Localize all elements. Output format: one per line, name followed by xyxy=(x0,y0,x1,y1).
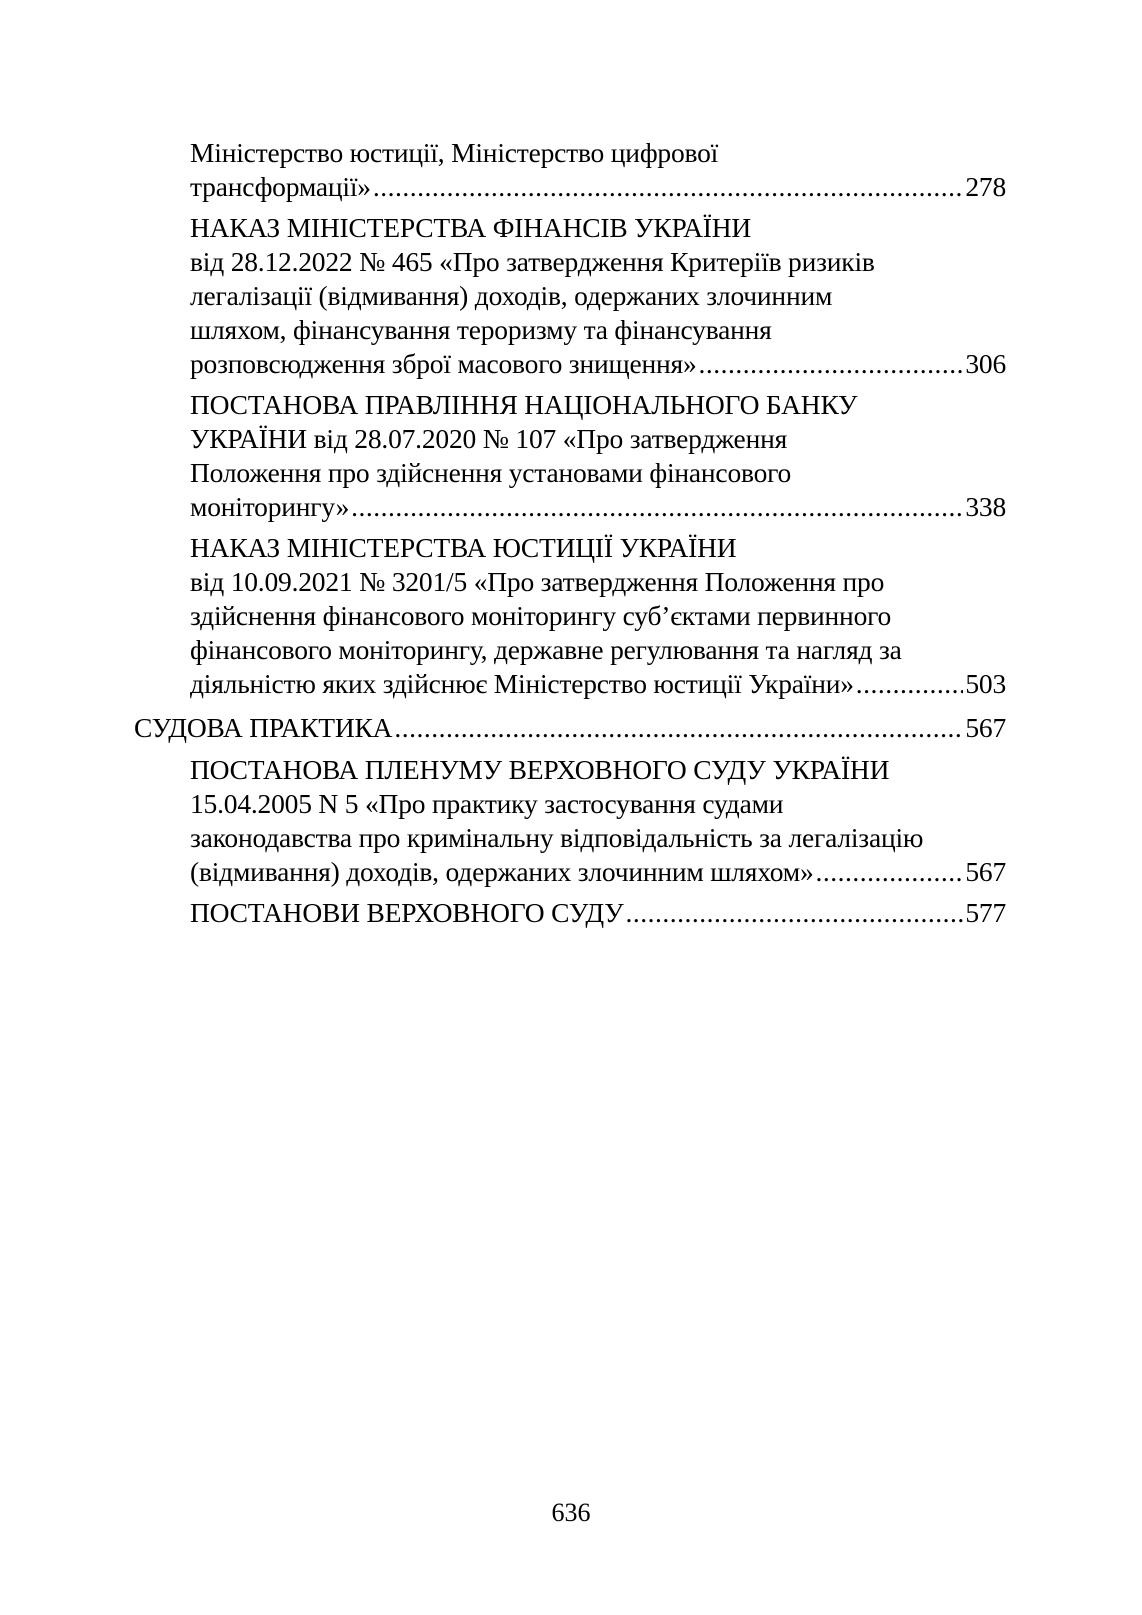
toc-entry-last-line xyxy=(190,896,1006,930)
toc-entry-line: шляхом, фінансування тероризму та фінансування xyxy=(190,314,772,345)
toc-entry[interactable] xyxy=(134,896,1006,930)
toc-entry[interactable] xyxy=(134,753,1006,889)
toc-page-number: 278 xyxy=(965,171,1006,202)
toc-entry-last-line xyxy=(190,667,1006,701)
toc-section-title: СУДОВА ПРАКТИКА xyxy=(134,712,393,743)
dot-leader xyxy=(394,711,963,745)
toc-entry-line: ПОСТАНОВА ПРАВЛІННЯ НАЦІОНАЛЬНОГО БАНКУ xyxy=(190,389,858,420)
toc-entry-line: НАКАЗ МІНІСТЕРСТВА ФІНАНСІВ УКРАЇНИ xyxy=(190,212,752,243)
toc-page-number: 567 xyxy=(965,712,1006,743)
toc-entry-line: законодавства про кримінальну відповідальність за легалізацію xyxy=(190,822,924,853)
toc-entry-line: УКРАЇНИ від 28.07.2020 № 107 «Про затвердження xyxy=(190,423,788,454)
toc-section-heading[interactable] xyxy=(134,711,1006,745)
toc-entry-line: Положення про здійснення установами фінансового xyxy=(190,457,792,488)
toc-page-number: 306 xyxy=(965,348,1006,379)
toc-page-number: 338 xyxy=(965,491,1006,522)
toc-entry-last-line xyxy=(134,711,1006,745)
table-of-contents xyxy=(134,136,1006,930)
toc-entry-last-line xyxy=(190,490,1006,524)
toc-entry-text: моніторингу» xyxy=(190,491,350,522)
toc-entry-text: трансформації» xyxy=(190,171,371,202)
dot-leader xyxy=(626,896,964,930)
toc-entry-text: розповсюдження зброї масового знищення» xyxy=(190,348,697,379)
toc-page-number: 577 xyxy=(965,897,1006,928)
dot-leader xyxy=(856,667,964,701)
toc-entry-line: Міністерство юстиції, Міністерство цифрової xyxy=(190,137,719,168)
toc-page-number: 567 xyxy=(965,856,1006,887)
toc-page-number: 503 xyxy=(965,668,1006,699)
dot-leader xyxy=(699,347,964,381)
dot-leader xyxy=(816,855,964,889)
toc-entry-line: фінансового моніторингу, державне регулювання та нагляд за xyxy=(190,634,902,665)
toc-entry-text: (відмивання) доходів, одержаних злочинним шляхом» xyxy=(190,856,814,887)
toc-entry-line: ПОСТАНОВА ПЛЕНУМУ ВЕРХОВНОГО СУДУ УКРАЇНИ xyxy=(190,754,890,785)
toc-entry-last-line xyxy=(190,855,1006,889)
toc-entry-text: діяльністю яких здійснює Міністерство юстиції України» xyxy=(190,668,854,699)
toc-entry[interactable] xyxy=(134,136,1006,204)
toc-entry-line: від 10.09.2021 № 3201/5 «Про затвердження Положення про xyxy=(190,566,885,597)
dot-leader xyxy=(351,490,963,524)
toc-entry-last-line xyxy=(190,170,1006,204)
toc-entry-text: ПОСТАНОВИ ВЕРХОВНОГО СУДУ xyxy=(190,897,624,928)
toc-entry-line: здійснення фінансового моніторингу суб’єктами первинного xyxy=(190,600,892,631)
toc-entry-line: легалізації (відмивання) доходів, одержаних злочинним xyxy=(190,280,833,311)
page-number: 636 xyxy=(551,1498,591,1527)
toc-entry[interactable] xyxy=(134,531,1006,701)
toc-entry-last-line xyxy=(190,347,1006,381)
toc-entry-line: 15.04.2005 N 5 «Про практику застосування судами xyxy=(190,788,784,819)
toc-entry[interactable] xyxy=(134,211,1006,381)
dot-leader xyxy=(373,170,964,204)
toc-entry[interactable] xyxy=(134,388,1006,524)
toc-entry-line: від 28.12.2022 № 465 «Про затвердження Критеріїв ризиків xyxy=(190,246,875,277)
toc-entry-line: НАКАЗ МІНІСТЕРСТВА ЮСТИЦІЇ УКРАЇНИ xyxy=(190,532,737,563)
